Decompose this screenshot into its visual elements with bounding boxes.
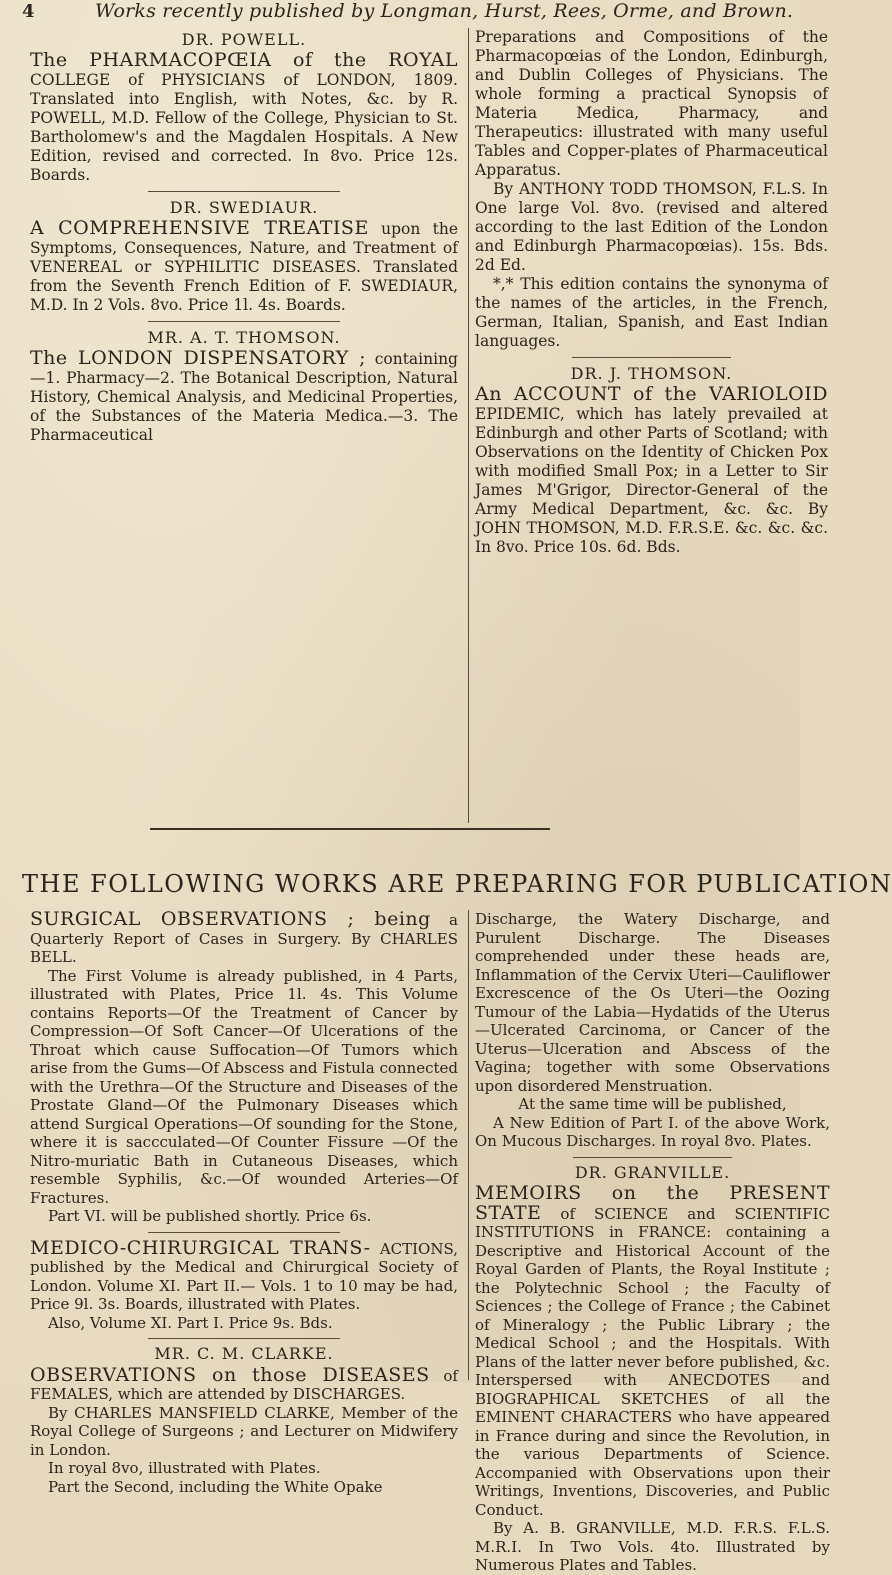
left-column-bottom	[30, 908, 458, 1496]
entry-title: MEMOIRS on the PRESENT STATE	[475, 1182, 830, 1224]
author-heading: MR. C. M. CLARKE.	[154, 1344, 334, 1363]
divider	[148, 191, 341, 192]
left-column-top	[30, 28, 458, 823]
divider	[148, 1338, 341, 1339]
author-heading: DR. POWELL.	[181, 30, 307, 49]
entry-body: Preparations and Compositions of the Pharmacopœias of the London, Edinburgh, and Dublin Colleges of Physicians. The whole forming a practical Synopsis of Materia Medica, Pharmacy, and Therapeutics: illustrated with many useful Tables and Copper-plates of Pharmaceutical Apparatus.	[475, 28, 828, 179]
divider	[148, 321, 341, 322]
entry-byline: By CHARLES MANSFIELD CLARKE, Member of the Royal College of Surgeons ; and Lecturer on Midwifery in London.	[30, 1403, 458, 1459]
top-section	[30, 28, 828, 823]
entry-body: of SCIENCE and SCIENTIFIC INSTITUTIONS in FRANCE: containing a Descriptive and Historical Account of the Royal Garden of Plants, the Royal Institute ; the Polytechnic School ; the Faculty of Sciences ; the College of France ; the Cabinet of Mineralogy ; the Public Library ; the Medical School ; and the Hospitals. With Plans of the latter never before published, &c. Interspersed with ANECDOTES and BIOGRAPHICAL SKETCHES of all the EMINENT CHARACTERS who have appeared in France during and since the Revolution, in the various Departments of Science. Accompanied with Observations upon their Writings, Inventions, Discoveries, and Public Conduct.	[475, 1204, 830, 1519]
entry-byline: By A. B. GRANVILLE, M.D. F.R.S. F.L.S. M.R.I. In Two Vols. 4to. Illustrated by Numerous Plates and Tables.	[475, 1519, 830, 1574]
entry-also: Also, Volume XI. Part I. Price 9s. Bds.	[48, 1313, 333, 1332]
divider	[148, 1232, 341, 1233]
entry-new-edition: A New Edition of Part I. of the above Work, On Mucous Discharges. In royal 8vo. Plates.	[475, 1113, 830, 1150]
divider	[573, 1157, 733, 1158]
entry-detail: The First Volume is already published, in 4 Parts, illustrated with Plates, Price 1l. 4s. This Volume contains Reports—Of the Treatment of Cancer by Compression—Of Soft Cancer—Of Ulcerations of the Throat which cause Suffocation—Of Tumors which arise from the Gums—Of Abscess and Fistula connected with the Urethra—Of the Structure and Diseases of the Prostate Gland—Of the Pulmonary Diseases which attend Surgical Operations—Of sounding for the Stone, where it is saccculated—Of Counter Fissure —Of the Nitro-muriatic Bath in Cutaneous Diseases, which resemble Syphilis, &c.—Of wounded Arteries—Of Fractures.	[30, 966, 458, 1207]
entry-body: EPIDEMIC, which has lately prevailed at Edinburgh and other Parts of Scotland; with Observations on the Identity of Chicken Pox with modified Small Pox; in a Letter to Sir James M'Grigor, Director-General of the Army Medical Department, &c. &c. By JOHN THOMSON, M.D. F.R.S.E. &c. &c. &c. In 8vo. Price 10s. 6d. Bds.	[475, 405, 828, 556]
entry-part: Part the Second, including the White Opake	[48, 1477, 383, 1496]
right-column-bottom	[468, 910, 830, 1574]
running-head: Works recently published by Longman, Hurst, Rees, Orme, and Brown.	[95, 0, 794, 22]
entry-format: In royal 8vo, illustrated with Plates.	[48, 1459, 321, 1477]
entry-body: ACTIONS, published by the Medical and Chirurgical Society of London. Volume XI. Part II.— Vols. 1 to 10 may be had, Price 9l. 3s. Boards, illustrated with Plates.	[30, 1239, 458, 1313]
entry-title: An ACCOUNT of the VARIOLOID	[475, 383, 828, 405]
entry-body: Discharge, the Watery Discharge, and Purulent Discharge. The Diseases comprehended under these heads are, Inflammation of the Cervix Uteri—Cauliflower Excrescence of the Os Uteri—the Oozing Tumour of the Labia—Hydatids of the Uterus—Ulcerated Carcinoma, or Cancer of the Uterus—Ulceration and Abscess of the Vagina; together with some Observations upon disordered Menstruation.	[475, 910, 830, 1095]
entry-note: *,* This edition contains the synonyma of the names of the articles, in the French, German, Italian, Spanish, and East Indian languages.	[475, 275, 828, 350]
entry-title: SURGICAL OBSERVATIONS ; being	[30, 908, 431, 930]
divider	[572, 357, 731, 358]
section-banner: THE FOLLOWING WORKS ARE PREPARING FOR PUBLICATION	[22, 870, 892, 898]
entry-body: upon the Symptoms, Consequences, Nature, and Treatment of VENEREAL or SYPHILITIC DISEASES. Translated from the Seventh French Edition of F. SWEDIAUR, M.D. In 2 Vols. 8vo. Price 1l. 4s. Boards.	[30, 220, 458, 314]
entry-note: At the same time will be published,	[518, 1095, 787, 1113]
author-heading: DR. GRANVILLE.	[574, 1162, 731, 1182]
page-number: 4	[22, 1, 35, 22]
author-heading: DR. J. THOMSON.	[570, 364, 733, 383]
author-heading: MR. A. T. THOMSON.	[147, 328, 341, 347]
entry-body: COLLEGE of PHYSICIANS of LONDON, 1809. Translated into English, with Notes, &c. by R. POWELL, M.D. Fellow of the College, Physician to St. Bartholomew's and the Magdalen Hospitals. A New Edition, revised and corrected. In 8vo. Price 12s. Boards.	[30, 71, 458, 184]
entry-title: The PHARMACOPŒIA of the ROYAL	[30, 49, 458, 71]
entry-body: a Quarterly Report of Cases in Surgery. By CHARLES BELL.	[30, 911, 458, 966]
entry-title: The LONDON DISPENSATORY ;	[30, 347, 366, 369]
entry-body: containing—1. Pharmacy—2. The Botanical Description, Natural History, Chemical Analysis, and Medicinal Properties, of the Substances of the Materia Medica.—3. The Pharmaceutical	[30, 350, 458, 444]
author-heading: DR. SWEDIAUR.	[169, 198, 319, 217]
entry-title: MEDICO-CHIRURGICAL TRANS-	[30, 1236, 371, 1259]
entry-title: OBSERVATIONS on those DISEASES	[30, 1363, 430, 1386]
right-column-top	[468, 28, 828, 823]
entry-part: Part VI. will be published shortly. Price 6s.	[48, 1207, 372, 1225]
entry-body: of FEMALES, which are attended by DISCHARGES.	[30, 1366, 458, 1403]
section-divider	[150, 828, 550, 830]
bottom-section	[30, 908, 830, 1574]
entry-byline: By ANTHONY TODD THOMSON, F.L.S. In One large Vol. 8vo. (revised and altered according to the last Edition of the London and Edinburgh Pharmacopœias). 15s. Bds. 2d Ed.	[475, 180, 828, 274]
entry-title: A COMPREHENSIVE TREATISE	[30, 217, 369, 239]
